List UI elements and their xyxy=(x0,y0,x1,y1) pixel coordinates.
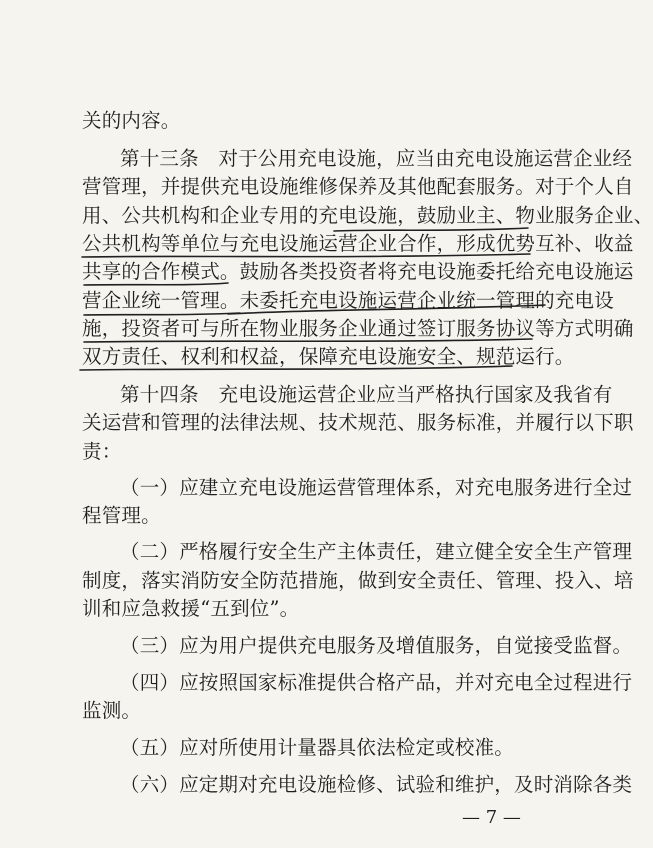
text-line: 双方责任、权利和权益，保障充电设施安全、规范运行。 xyxy=(82,345,575,368)
text-line: （一）应建立充电设施运营管理体系，对充电服务进行全过 xyxy=(120,476,633,499)
text-line: 第十三条 对于公用充电设施，应当由充电设施运营企业经 xyxy=(120,147,633,170)
text-line: 共享的合作模式。鼓励各类投资者将充电设施委托给充电设施运 xyxy=(82,260,634,283)
text-line: 施，投资者可与所在物业服务企业通过签订服务协议等方式明确 xyxy=(82,317,634,340)
text-line: （二）严格履行安全生产主体责任，建立健全安全生产管理 xyxy=(120,540,633,563)
text-line: 用、公共机构和企业专用的充电设施，鼓励业主、物业服务企业、 xyxy=(82,204,653,227)
text-line: 训和应急救援“五到位”。 xyxy=(82,597,300,620)
text-line: （五）应对所使用计量器具依法检定或校准。 xyxy=(120,736,515,759)
text-line: 第十四条 充电设施运营企业应当严格执行国家及我省有 xyxy=(120,383,613,406)
text-line: 营管理，并提供充电设施维修保养及其他配套服务。对于个人自 xyxy=(82,175,634,198)
text-line: （三）应为用户提供充电服务及增值服务，自觉接受监督。 xyxy=(120,634,633,657)
text-line: 制度，落实消防安全防范措施，做到安全责任、管理、投入、培 xyxy=(82,569,634,592)
text-line: 公共机构等单位与充电设施运营企业合作，形成优势互补、收益 xyxy=(82,232,634,255)
text-line: 营企业统一管理。未委托充电设施运营企业统一管理的充电设 xyxy=(82,289,614,312)
text-line: 关运营和管理的法律法规、技术规范、服务标准，并履行以下职 xyxy=(82,411,634,434)
text-line: （四）应按照国家标准提供合格产品，并对充电全过程进行 xyxy=(120,671,633,694)
text-line: 监测。 xyxy=(82,699,142,722)
page-number: — 7 — xyxy=(462,807,521,828)
text-line: 责： xyxy=(82,440,122,463)
text-line: 程管理。 xyxy=(82,504,161,527)
text-line: 关的内容。 xyxy=(82,109,181,132)
text-line: （六）应定期对充电设施检修、试验和维护，及时消除各类 xyxy=(120,773,633,796)
